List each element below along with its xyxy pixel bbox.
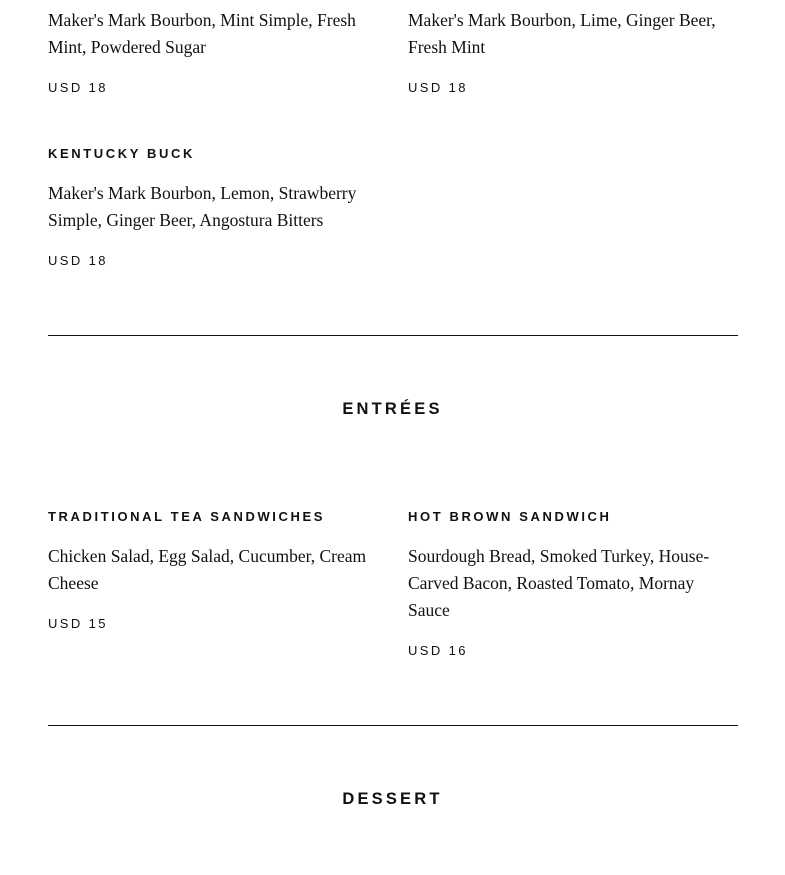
menu-item-description: Chicken Salad, Egg Salad, Cucumber, Cream Cheese [48,546,367,593]
menu-item-description: Sourdough Bread, Smoked Turkey, House-Carved Bacon, Roasted Tomato, Mornay Sauce [408,546,710,620]
menu-item-cocktail-1 [48,7,378,96]
menu-item-traditional-tea-sandwiches [48,509,378,659]
menu-item-name: KENTUCKY BUCK [48,146,195,161]
menu-item-price: USD 16 [408,643,468,658]
menu-item-price: USD 18 [48,80,108,95]
section-divider [48,335,738,336]
cocktails-grid [48,7,738,269]
menu-item-description: Maker's Mark Bourbon, Lemon, Strawberry Simple, Ginger Beer, Angostura Bitters [48,183,357,230]
section-title-entrees: ENTRÉES [342,400,443,418]
menu-item-price: USD 15 [48,616,108,631]
menu-item-description: Maker's Mark Bourbon, Lime, Ginger Beer, Fresh Mint [408,10,716,57]
section-title-dessert: DESSERT [342,790,443,808]
menu-item-hot-brown-sandwich [408,509,738,659]
menu-item-name: HOT BROWN SANDWICH [408,509,612,524]
entrees-grid [48,509,738,659]
menu-item-name: TRADITIONAL TEA SANDWICHES [48,509,326,524]
menu-item-cocktail-2 [408,7,738,96]
menu-item-kentucky-buck [48,146,378,269]
menu-item-price: USD 18 [48,253,108,268]
menu-item-price: USD 18 [408,80,468,95]
menu-item-description: Maker's Mark Bourbon, Mint Simple, Fresh Mint, Powdered Sugar [48,10,356,57]
section-divider [48,725,738,726]
